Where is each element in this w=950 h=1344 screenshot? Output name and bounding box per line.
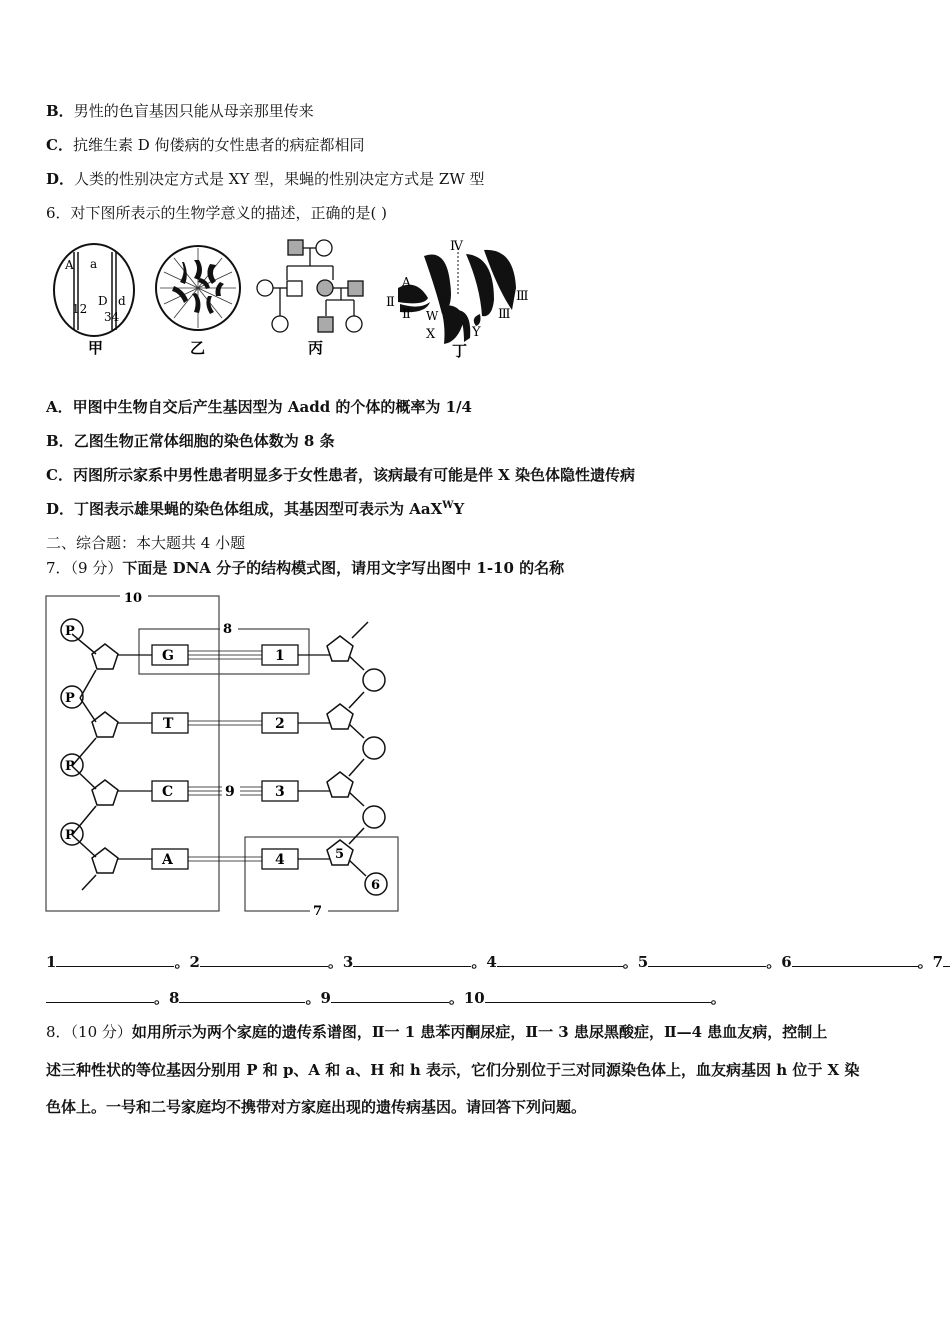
blank-label-7: 。7 bbox=[917, 953, 944, 971]
chromosome-II-label: Ⅱ bbox=[402, 307, 411, 322]
blank-label-1: 1 bbox=[46, 953, 57, 971]
chromosome-34: 34 bbox=[104, 310, 120, 324]
base-right-number: 4 bbox=[275, 852, 285, 868]
option-letter: D． bbox=[46, 500, 75, 518]
chromosome-III-label: Ⅲ bbox=[516, 289, 529, 304]
section-heading: 二、综合题：本大题共 4 小题 bbox=[46, 534, 246, 552]
option-text: 丁图表示雄果蝇的染色体组成，其基因型可表示为 AaX bbox=[74, 500, 443, 518]
base-right-number: 1 bbox=[275, 648, 285, 664]
label-8: 8 bbox=[223, 622, 233, 637]
q6-option-c bbox=[46, 465, 635, 485]
answer-blank-5[interactable] bbox=[648, 952, 766, 967]
q5-option-d bbox=[46, 169, 485, 189]
gene-A: A bbox=[65, 258, 74, 272]
label-ding: 丁 bbox=[452, 342, 468, 360]
box-7 bbox=[245, 837, 398, 911]
gene-D: D bbox=[98, 294, 108, 308]
pedigree-female bbox=[272, 316, 288, 332]
label-10: 10 bbox=[124, 591, 143, 606]
phosphate-label: P bbox=[65, 691, 75, 706]
option-text: 甲图中生物自交后产生基因型为 Aadd 的个体的概率为 1/4 bbox=[72, 398, 472, 416]
pedigree-affected-female bbox=[317, 280, 333, 296]
q6-option-a bbox=[46, 397, 472, 417]
option-text: 男性的色盲基因只能从母亲那里传来 bbox=[73, 102, 314, 120]
q6-stem: 6．对下图所表示的生物学意义的描述，正确的是( ) bbox=[46, 204, 388, 222]
option-text: 人类的性别决定方式是 XY 型，果蝇的性别决定方式是 ZW 型 bbox=[74, 170, 485, 188]
option-letter: C． bbox=[46, 136, 73, 154]
q6-option-d bbox=[46, 499, 464, 519]
chromosome-II-label: Ⅱ bbox=[386, 295, 395, 310]
figure-ding bbox=[384, 234, 534, 360]
gene-A-label: A bbox=[402, 275, 411, 289]
base-right-number: 2 bbox=[275, 716, 285, 732]
q8-line-3: 色体上。一号和二号家庭均不携带对方家庭出现的遗传病基因。请回答下列问题。 bbox=[46, 1098, 587, 1116]
chromosome-IV-label: Ⅳ bbox=[450, 239, 463, 254]
option-text-end: Y bbox=[453, 500, 465, 518]
blank-label-10: 。10 bbox=[448, 989, 485, 1007]
figure-jia bbox=[50, 238, 140, 360]
answer-blank-4[interactable] bbox=[497, 952, 623, 967]
blank-label-5: 。5 bbox=[622, 953, 649, 971]
blank-label-6: 。6 bbox=[766, 953, 792, 971]
blank-label-8: 。8 bbox=[154, 989, 180, 1007]
question-text: 如用所示为两个家庭的遗传系谱图，Ⅱ一 1 患苯丙酮尿症，Ⅱ一 3 患尿黑酸症，Ⅱ—4 患血友病，控制上 bbox=[131, 1023, 828, 1041]
chromosome-X-label: X bbox=[426, 327, 436, 342]
pedigree-female bbox=[346, 316, 362, 332]
q7-answer-row-1 bbox=[46, 952, 944, 972]
q8-line-2: 述三种性状的等位基因分别用 P 和 p、A 和 a、H 和 h 表示，它们分别位于三对同源染色体上，血友病基因 h 位于 X 染 bbox=[46, 1061, 860, 1079]
question-text: 下面是 DNA 分子的结构模式图，请用文字写出图中 1-10 的名称 bbox=[122, 559, 565, 577]
pedigree-female bbox=[316, 240, 332, 256]
gene-a: a bbox=[90, 257, 98, 271]
phosphate-label: P bbox=[65, 759, 75, 774]
gene-W-label: W bbox=[426, 309, 439, 323]
option-letter: B． bbox=[46, 102, 74, 120]
label-bing: 丙 bbox=[308, 339, 324, 357]
base-left: A bbox=[162, 852, 173, 868]
q6-option-b bbox=[46, 431, 335, 451]
gene-a-label: a bbox=[440, 293, 448, 307]
figure-bing bbox=[254, 236, 372, 360]
q7-stem bbox=[46, 558, 564, 578]
answer-blank-3[interactable] bbox=[353, 952, 471, 967]
answer-blank-1[interactable] bbox=[56, 952, 174, 967]
figure-yi bbox=[152, 238, 246, 360]
pedigree-female bbox=[257, 280, 273, 296]
pedigree-affected-male bbox=[348, 281, 363, 296]
option-superscript: W bbox=[442, 500, 454, 511]
q7-answer-row-2 bbox=[46, 988, 904, 1008]
base-right-number: 3 bbox=[275, 784, 285, 800]
base-left: G bbox=[162, 648, 174, 664]
answer-blank-2[interactable] bbox=[200, 952, 328, 967]
blank-label-3: 。3 bbox=[327, 953, 354, 971]
q8-line-1 bbox=[46, 1022, 827, 1042]
answer-blank-7-start[interactable] bbox=[943, 952, 950, 967]
answer-blank-6[interactable] bbox=[792, 952, 918, 967]
blank-label-4: 。4 bbox=[471, 953, 497, 971]
option-letter: A． bbox=[46, 398, 73, 416]
blank-label-2: 。2 bbox=[174, 953, 200, 971]
answer-blank-8[interactable] bbox=[179, 988, 305, 1003]
chromosome-12: 12 bbox=[72, 302, 88, 316]
option-text: 乙图生物正常体细胞的染色体数为 8 条 bbox=[73, 432, 335, 450]
blank-label-9: 。9 bbox=[305, 989, 331, 1007]
label-5: 5 bbox=[335, 847, 345, 862]
phosphate-label: P bbox=[65, 624, 75, 639]
phosphate-label: P bbox=[65, 828, 75, 843]
label-6: 6 bbox=[371, 878, 381, 893]
label-7: 7 bbox=[313, 904, 323, 918]
option-text: 抗维生素 D 佝偻病的女性患者的病症都相同 bbox=[72, 136, 365, 154]
base-left: T bbox=[163, 716, 174, 732]
q5-option-c bbox=[46, 135, 365, 155]
blank-end-period: 。 bbox=[710, 989, 726, 1007]
option-text: 丙图所示家系中男性患者明显多于女性患者，该病最有可能是伴 X 染色体隐性遗传病 bbox=[72, 466, 636, 484]
answer-blank-10[interactable] bbox=[485, 988, 711, 1003]
chromosome-Y-label: Y bbox=[472, 325, 481, 340]
label-9: 9 bbox=[225, 784, 235, 800]
question-number: 7．（9 分） bbox=[46, 559, 123, 577]
option-letter: B． bbox=[46, 432, 74, 450]
gene-d: d bbox=[118, 294, 126, 308]
pedigree-affected-male bbox=[318, 317, 333, 332]
pedigree-affected-male bbox=[288, 240, 303, 255]
base-left: C bbox=[162, 784, 174, 800]
pedigree-male bbox=[287, 281, 302, 296]
q5-option-b bbox=[46, 101, 314, 121]
option-letter: C． bbox=[46, 466, 73, 484]
answer-blank-7[interactable] bbox=[46, 988, 154, 1003]
chromosome-III-label: Ⅲ bbox=[498, 307, 511, 322]
label-jia: 甲 bbox=[88, 339, 104, 357]
question-number: 8．（10 分） bbox=[46, 1023, 132, 1041]
answer-blank-9[interactable] bbox=[331, 988, 449, 1003]
option-letter: D． bbox=[46, 170, 75, 188]
dna-structure-figure bbox=[44, 588, 404, 918]
label-yi: 乙 bbox=[190, 339, 206, 357]
